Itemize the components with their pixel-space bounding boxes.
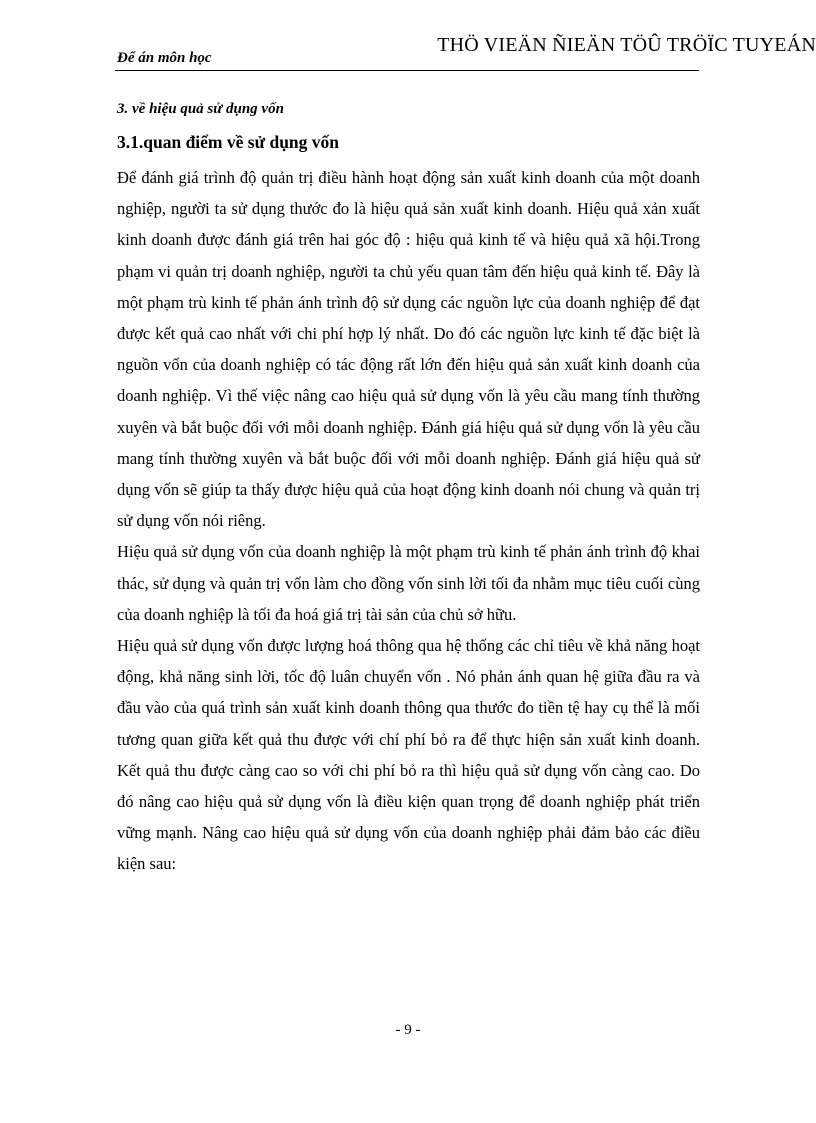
body-text	[117, 162, 700, 880]
paragraph-1: Để đánh giá trình độ quản trị điều hành hoạt động sản xuất kinh doanh của một doanh nghiệp, người ta sử dụng thước đo là hiệu quả sản xuất kinh doanh. Hiệu quả xản xuất kinh doanh được đánh giá trên hai góc độ : hiệu quả kinh tế và hiệu quả xã hội.Trong phạm vi quản trị doanh nghiệp, người ta chủ yếu quan tâm đến hiệu quả kinh tế. Đây là một phạm trù kinh tế phản ánh trình độ sử dụng các nguồn lực của doanh nghiệp để đạt được kết quả cao nhất với chi phí hợp lý nhất. Do đó các nguồn lực kinh tế đặc biệt là nguồn vốn của doanh nghiệp có tác động rất lớn đến hiệu quả sản xuất kinh doanh của doanh nghiệp. Vì thế việc nâng cao hiệu quả sử dụng vốn là yêu cầu mang tính thường xuyên và bắt buộc đối với mỗi doanh nghiệp. Đánh giá hiệu quả sử dụng vốn là yêu cầu mang tính thường xuyên và bắt buộc đối với mỗi doanh nghiệp. Đánh giá hiệu quả sử dụng vốn sẽ giúp ta thấy được hiệu quả của hoạt động kinh doanh nói chung và quản trị sử dụng vốn nói riêng.	[117, 168, 700, 531]
watermark-text: THÖ VIEÄN ÑIEÄN TÖÛ TRÖÏC TUYEÁN	[437, 34, 816, 56]
paragraph-3: Hiệu quả sử dụng vốn được lượng hoá thông qua hệ thống các chỉ tiêu về khả năng hoạt động, khả năng sinh lời, tốc độ luân chuyển vốn . Nó phản ánh quan hệ giữa đầu ra và đầu vào của quá trình sản xuất kinh doanh thông qua thước đo tiền tệ hay cụ thể là mối tương quan giữa kết quả thu được với chí phí bỏ ra để thực hiện sản xuất kinh doanh. Kết quả thu được càng cao so với chi phí bỏ ra thì hiệu quả sử dụng vốn càng cao. Do đó nâng cao hiệu quả sử dụng vốn là điều kiện quan trọng để doanh nghiệp phát triển vững mạnh. Nâng cao hiệu quả sử dụng vốn của doanh nghiệp phải đảm bảo các điều kiện sau:	[117, 636, 700, 874]
document-header-label: Để án môn học	[117, 50, 212, 66]
page-number: - 9 -	[395, 1022, 421, 1038]
subsection-heading: 3.1.quan điểm về sử dụng vốn	[117, 132, 340, 152]
header-divider	[115, 70, 699, 71]
section-heading: 3. về hiệu quả sử dụng vốn	[117, 101, 284, 117]
paragraph-2: Hiệu quả sử dụng vốn của doanh nghiệp là một phạm trù kinh tế phản ánh trình độ khai thác, sử dụng và quản trị vốn làm cho đồng vốn sinh lời tối đa nhằm mục tiêu cuối cùng của doanh nghiệp là tối đa hoá giá trị tài sản của chủ sở hữu.	[117, 542, 700, 624]
